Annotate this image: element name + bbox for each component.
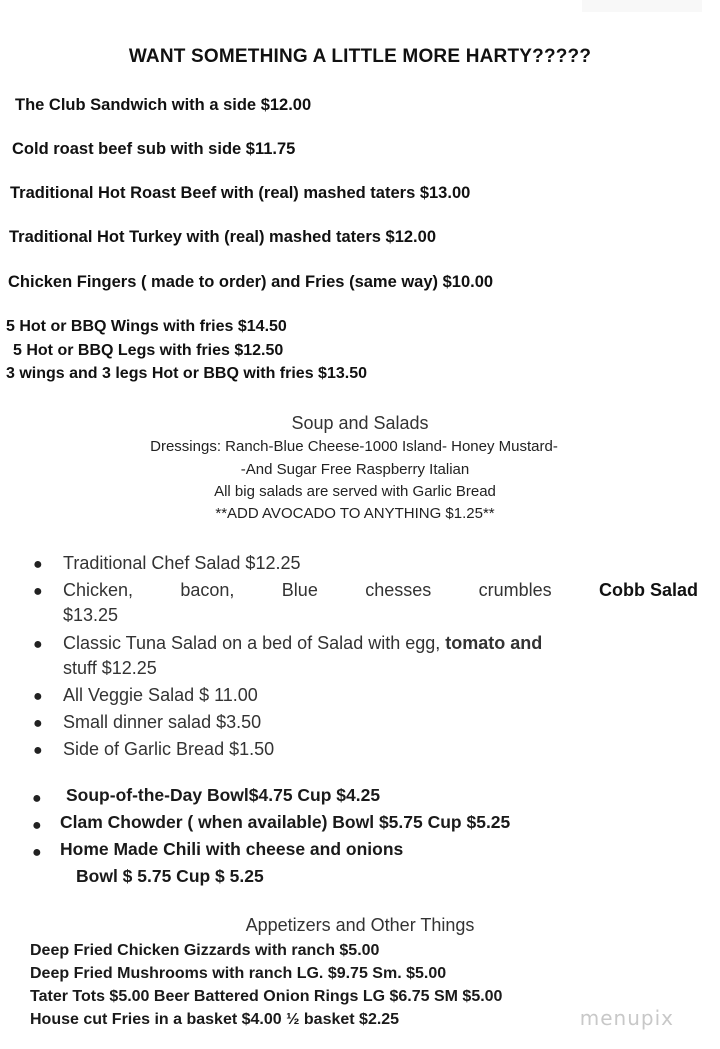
menu-item-legs: 5 Hot or BBQ Legs with fries $12.50 [13,342,284,359]
bullet-icon: ● [33,636,43,653]
bullet-icon: ● [32,790,42,807]
bullet-icon: ● [33,742,43,759]
home-made-chili: Home Made Chili with cheese and onions [60,839,404,859]
cobb-word: chesses [365,580,432,600]
appetizer-tots-onion-rings: Tater Tots $5.00 Beer Battered Onion Rings LG $6.75 SM $5.00 [30,988,503,1005]
appetizer-mushrooms: Deep Fried Mushrooms with ranch LG. $9.75 Sm. $5.00 [30,965,447,982]
tuna-description: Classic Tuna Salad on a bed of Salad with egg, [63,633,441,653]
appetizer-fries: House cut Fries in a basket $4.00 ½ basket $2.25 [30,1011,400,1028]
clam-chowder: Clam Chowder ( when available) Bowl $5.75 Cup $5.25 [60,812,511,832]
bullet-icon: ● [33,715,43,732]
side-garlic-bread: Side of Garlic Bread $1.50 [63,739,275,759]
appetizers-heading: Appetizers and Other Things [245,915,475,935]
salad-chef: Traditional Chef Salad $12.25 [63,553,301,573]
menupix-watermark: menupix [579,1006,674,1030]
menu-item-wings: 5 Hot or BBQ Wings with fries $14.50 [6,318,287,335]
menu-item-wings-and-legs: 3 wings and 3 legs Hot or BBQ with fries $13.50 [6,365,367,382]
tuna-description-bold: tomato and [445,633,543,653]
salad-veggie: All Veggie Salad $ 11.00 [63,685,258,705]
cobb-word: Blue [281,580,318,600]
menu-item-chicken-fingers: Chicken Fingers ( made to order) and Fries (same way) $10.00 [8,273,494,291]
menu-item-roast-beef-sub: Cold roast beef sub with side $11.75 [12,140,296,158]
appetizer-gizzards: Deep Fried Chicken Gizzards with ranch $5.00 [30,942,380,959]
cobb-word: Chicken, [63,580,134,600]
scan-speck [582,0,702,12]
dressings-line-2: -And Sugar Free Raspberry Italian [240,461,470,478]
menu-item-hot-turkey: Traditional Hot Turkey with (real) mashed taters $12.00 [9,228,436,246]
page-title: WANT SOMETHING A LITTLE MORE HARTY????? [128,46,592,67]
menu-item-hot-roast-beef: Traditional Hot Roast Beef with (real) mashed taters $13.00 [10,184,471,202]
bullet-icon: ● [32,844,42,861]
bullet-icon: ● [32,817,42,834]
chili-prices: Bowl $ 5.75 Cup $ 5.25 [76,866,264,886]
cobb-word: crumbles [478,580,552,600]
salad-tuna-line1 [63,633,542,654]
menu-item-club-sandwich: The Club Sandwich with a side $12.00 [15,96,312,114]
dressings-line-1: Dressings: Ranch-Blue Cheese-1000 Island- Honey Mustard- [150,438,558,455]
salad-cobb-line [63,580,698,601]
bullet-icon: ● [33,583,43,600]
salad-cobb-price: $13.25 [63,605,119,625]
salad-dinner: Small dinner salad $3.50 [63,712,262,732]
cobb-salad-name: Cobb Salad [598,580,698,600]
soup-of-the-day: Soup-of-the-Day Bowl$4.75 Cup $4.25 [66,785,381,805]
bullet-icon: ● [33,688,43,705]
avocado-note: **ADD AVOCADO TO ANYTHING $1.25** [215,505,495,522]
soup-salads-heading: Soup and Salads [291,413,429,433]
salad-tuna-line2: stuff $12.25 [63,658,157,678]
bullet-icon: ● [33,556,43,573]
cobb-word: bacon, [180,580,235,600]
garlic-bread-note: All big salads are served with Garlic Bread [214,483,496,500]
